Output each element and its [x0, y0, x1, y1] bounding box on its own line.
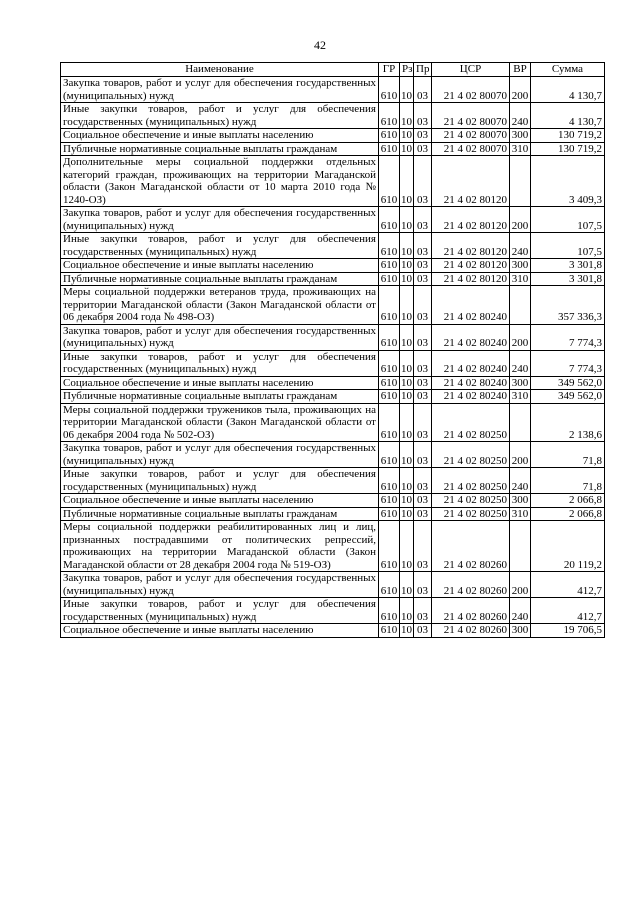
table-row — [61, 624, 605, 638]
cell-gr: 610 — [379, 376, 400, 390]
cell-rz: 10 — [401, 129, 412, 141]
table-row — [61, 376, 605, 390]
cell-name: Иные закупки товаров, работ и услуг для обеспечения государственных (муниципальных) нужд — [61, 350, 379, 376]
cell-pr: 03 — [414, 156, 432, 207]
cell-name: Иные закупки товаров, работ и услуг для обеспечения государственных (муниципальных) нужд — [61, 598, 379, 624]
cell-pr: 03 — [414, 468, 432, 494]
cell-pr: 03 — [414, 507, 432, 521]
cell-rz: 10 — [400, 442, 414, 468]
cell-gr: 610 — [379, 350, 400, 376]
cell-gr: 610 — [379, 390, 400, 404]
table-row — [61, 403, 605, 442]
budget-table — [60, 62, 605, 638]
cell-sum: 349 562,0 — [531, 390, 605, 404]
cell-vr: 200 — [510, 572, 531, 598]
cell-name: Социальное обеспечение и иные выплаты населению — [61, 259, 379, 273]
table-row — [61, 390, 605, 404]
cell-rz: 10 — [400, 521, 414, 572]
cell-name: Социальное обеспечение и иные выплаты населению — [61, 624, 379, 638]
cell-sum: 3 409,3 — [531, 156, 605, 207]
cell-rz: 10 — [400, 103, 414, 129]
cell-rz: 10 — [401, 376, 412, 389]
cell-sum: 2 066,8 — [531, 507, 605, 521]
cell-rz: 10 — [400, 598, 414, 624]
header-gr: ГР — [379, 63, 400, 77]
cell-vr: 200 — [510, 77, 531, 103]
cell-pr: 03 — [414, 233, 432, 259]
cell-pr: 03 — [414, 286, 432, 325]
cell-vr: 300 — [510, 494, 531, 508]
cell-pr: 03 — [414, 624, 432, 638]
cell-sum: 7 774,3 — [531, 324, 605, 350]
cell-csr: 21 4 02 80240 — [432, 376, 510, 390]
cell-csr: 21 4 02 80250 — [432, 494, 510, 508]
cell-vr: 300 — [510, 259, 531, 273]
cell-csr: 21 4 02 80120 — [432, 156, 510, 207]
cell-vr: 240 — [510, 468, 531, 494]
cell-sum: 107,5 — [531, 207, 605, 233]
cell-gr: 610 — [379, 442, 400, 468]
cell-rz: 10 — [401, 272, 412, 285]
table-row — [61, 521, 605, 572]
cell-pr: 03 — [414, 390, 432, 404]
cell-csr: 21 4 02 80070 — [432, 129, 510, 143]
table-row — [61, 207, 605, 233]
cell-pr: 03 — [414, 324, 432, 350]
cell-name: Иные закупки товаров, работ и услуг для обеспечения государственных (муниципальных) нужд — [61, 468, 379, 494]
page-number: 42 — [314, 38, 326, 52]
table-header-row — [61, 63, 605, 77]
table-row — [61, 142, 605, 156]
cell-pr: 03 — [414, 598, 432, 624]
cell-name: Социальное обеспечение и иные выплаты населению — [61, 129, 379, 143]
header-vr: ВР — [510, 63, 531, 77]
cell-vr: 200 — [510, 442, 531, 468]
cell-gr: 610 — [379, 494, 400, 508]
cell-name: Закупка товаров, работ и услуг для обеспечения государственных (муниципальных) нужд — [61, 77, 379, 103]
cell-vr: 200 — [510, 207, 531, 233]
cell-pr: 03 — [414, 207, 432, 233]
cell-csr: 21 4 02 80260 — [432, 624, 510, 638]
cell-rz: 10 — [401, 507, 412, 520]
cell-csr: 21 4 02 80250 — [432, 507, 510, 521]
cell-sum: 4 130,7 — [531, 77, 605, 103]
cell-name: Закупка товаров, работ и услуг для обеспечения государственных (муниципальных) нужд — [61, 442, 379, 468]
header-csr: ЦСР — [432, 63, 510, 77]
cell-sum: 130 719,2 — [531, 129, 605, 143]
table-row — [61, 156, 605, 207]
cell-csr: 21 4 02 80250 — [432, 442, 510, 468]
cell-name: Публичные нормативные социальные выплаты гражданам — [61, 390, 379, 404]
cell-gr: 610 — [379, 142, 400, 156]
cell-csr: 21 4 02 80240 — [432, 350, 510, 376]
cell-gr: 610 — [379, 324, 400, 350]
cell-pr: 03 — [414, 142, 432, 156]
cell-sum: 349 562,0 — [531, 376, 605, 390]
table-row — [61, 286, 605, 325]
cell-sum: 20 119,2 — [531, 521, 605, 572]
cell-vr: 240 — [510, 598, 531, 624]
cell-gr: 610 — [379, 207, 400, 233]
cell-rz: 10 — [400, 233, 414, 259]
cell-sum: 2 066,8 — [531, 494, 605, 508]
table-row — [61, 350, 605, 376]
cell-rz: 10 — [400, 403, 414, 442]
cell-sum: 107,5 — [531, 233, 605, 259]
cell-csr: 21 4 02 80260 — [432, 572, 510, 598]
cell-gr: 610 — [379, 572, 400, 598]
cell-pr: 03 — [414, 259, 432, 273]
table-row — [61, 233, 605, 259]
table-row — [61, 272, 605, 286]
cell-sum: 412,7 — [531, 598, 605, 624]
table-row — [61, 103, 605, 129]
cell-name: Закупка товаров, работ и услуг для обеспечения государственных (муниципальных) нужд — [61, 207, 379, 233]
header-pr: Пр — [414, 63, 432, 77]
cell-gr: 610 — [379, 103, 400, 129]
table-row — [61, 572, 605, 598]
cell-sum: 3 301,8 — [531, 259, 605, 273]
cell-rz: 10 — [400, 468, 414, 494]
cell-gr: 610 — [379, 521, 400, 572]
cell-csr: 21 4 02 80240 — [432, 324, 510, 350]
cell-gr: 610 — [379, 507, 400, 521]
table-row — [61, 494, 605, 508]
cell-name: Иные закупки товаров, работ и услуг для обеспечения государственных (муниципальных) нужд — [61, 103, 379, 129]
cell-rz: 10 — [400, 207, 414, 233]
cell-vr: 310 — [510, 390, 531, 404]
cell-gr: 610 — [379, 272, 400, 286]
cell-name: Дополнительные меры социальной поддержки отдельных категорий граждан, проживающих на территории Магаданской области (Закон Магаданской области от 10 марта 2010 года № 1240-ОЗ) — [61, 156, 379, 207]
header-name: Наименование — [61, 63, 379, 77]
cell-csr: 21 4 02 80240 — [432, 286, 510, 325]
table-row — [61, 259, 605, 273]
header-rz: Рз — [400, 63, 414, 77]
cell-sum: 2 138,6 — [531, 403, 605, 442]
cell-pr: 03 — [414, 103, 432, 129]
cell-gr: 610 — [379, 233, 400, 259]
cell-pr: 03 — [414, 77, 432, 103]
cell-csr: 21 4 02 80120 — [432, 259, 510, 273]
cell-rz: 10 — [401, 142, 412, 155]
cell-rz: 10 — [400, 77, 414, 103]
table-row — [61, 442, 605, 468]
cell-pr: 03 — [414, 521, 432, 572]
cell-vr: 310 — [510, 507, 531, 521]
cell-gr: 610 — [379, 286, 400, 325]
cell-pr: 03 — [414, 442, 432, 468]
cell-csr: 21 4 02 80240 — [432, 390, 510, 404]
cell-rz: 10 — [401, 494, 412, 506]
cell-pr: 03 — [414, 494, 432, 508]
cell-vr: 300 — [510, 129, 531, 143]
cell-rz: 10 — [401, 390, 412, 402]
cell-vr: 200 — [510, 324, 531, 350]
cell-pr: 03 — [414, 129, 432, 143]
cell-name: Закупка товаров, работ и услуг для обеспечения государственных (муниципальных) нужд — [61, 572, 379, 598]
cell-name: Социальное обеспечение и иные выплаты населению — [61, 494, 379, 508]
cell-csr: 21 4 02 80120 — [432, 233, 510, 259]
cell-vr: 300 — [510, 624, 531, 638]
cell-gr: 610 — [379, 403, 400, 442]
cell-name: Социальное обеспечение и иные выплаты населению — [61, 376, 379, 390]
cell-csr: 21 4 02 80260 — [432, 598, 510, 624]
cell-rz: 10 — [400, 286, 414, 325]
cell-vr — [510, 403, 531, 442]
header-sum: Сумма — [531, 63, 605, 77]
cell-csr: 21 4 02 80070 — [432, 103, 510, 129]
cell-vr: 310 — [510, 142, 531, 156]
cell-pr: 03 — [414, 272, 432, 286]
cell-name: Меры социальной поддержки реабилитированных лиц и лиц, признанных пострадавшими от политических репрессий, проживающих на территории Магаданской области (Закон Магаданской области от 28 декабря 2004 года № 519-ОЗ) — [61, 521, 379, 572]
cell-pr: 03 — [414, 403, 432, 442]
cell-vr — [510, 521, 531, 572]
cell-gr: 610 — [379, 156, 400, 207]
cell-rz: 10 — [400, 324, 414, 350]
cell-vr: 300 — [510, 376, 531, 390]
cell-rz: 10 — [400, 156, 414, 207]
cell-csr: 21 4 02 80120 — [432, 207, 510, 233]
table-row — [61, 598, 605, 624]
table-row — [61, 507, 605, 521]
cell-sum: 71,8 — [531, 442, 605, 468]
cell-gr: 610 — [379, 129, 400, 143]
table-row — [61, 324, 605, 350]
cell-name: Публичные нормативные социальные выплаты гражданам — [61, 507, 379, 521]
cell-name: Иные закупки товаров, работ и услуг для обеспечения государственных (муниципальных) нужд — [61, 233, 379, 259]
cell-rz: 10 — [400, 572, 414, 598]
cell-gr: 610 — [379, 598, 400, 624]
cell-vr: 310 — [510, 272, 531, 286]
table-row — [61, 468, 605, 494]
cell-sum: 130 719,2 — [531, 142, 605, 156]
cell-vr: 240 — [510, 350, 531, 376]
cell-csr: 21 4 02 80250 — [432, 468, 510, 494]
cell-sum: 412,7 — [531, 572, 605, 598]
cell-gr: 610 — [379, 468, 400, 494]
cell-rz: 10 — [401, 624, 412, 636]
table-row — [61, 129, 605, 143]
cell-name: Закупка товаров, работ и услуг для обеспечения государственных (муниципальных) нужд — [61, 324, 379, 350]
cell-name: Меры социальной поддержки тружеников тыла, проживающих на территории Магаданской области (Закон Магаданской области от 06 декабря 2004 года № 502-ОЗ) — [61, 403, 379, 442]
cell-sum: 4 130,7 — [531, 103, 605, 129]
cell-vr: 240 — [510, 103, 531, 129]
cell-pr: 03 — [414, 376, 432, 390]
table-body — [61, 77, 605, 638]
cell-sum: 3 301,8 — [531, 272, 605, 286]
cell-vr: 240 — [510, 233, 531, 259]
cell-csr: 21 4 02 80120 — [432, 272, 510, 286]
cell-sum: 19 706,5 — [531, 624, 605, 638]
cell-csr: 21 4 02 80260 — [432, 521, 510, 572]
cell-csr: 21 4 02 80070 — [432, 77, 510, 103]
cell-rz: 10 — [400, 350, 414, 376]
cell-vr — [510, 286, 531, 325]
cell-rz: 10 — [401, 259, 412, 271]
table-row — [61, 77, 605, 103]
cell-pr: 03 — [414, 350, 432, 376]
cell-sum: 357 336,3 — [531, 286, 605, 325]
cell-name: Публичные нормативные социальные выплаты гражданам — [61, 142, 379, 156]
cell-sum: 7 774,3 — [531, 350, 605, 376]
cell-name: Меры социальной поддержки ветеранов труда, проживающих на территории Магаданской области (Закон Магаданской области от 06 декабря 2004 года № 498-ОЗ) — [61, 286, 379, 325]
cell-name: Публичные нормативные социальные выплаты гражданам — [61, 272, 379, 286]
cell-vr — [510, 156, 531, 207]
cell-gr: 610 — [379, 259, 400, 273]
cell-gr: 610 — [379, 624, 400, 638]
cell-sum: 71,8 — [531, 468, 605, 494]
cell-pr: 03 — [414, 572, 432, 598]
cell-gr: 610 — [379, 77, 400, 103]
cell-csr: 21 4 02 80250 — [432, 403, 510, 442]
cell-csr: 21 4 02 80070 — [432, 142, 510, 156]
